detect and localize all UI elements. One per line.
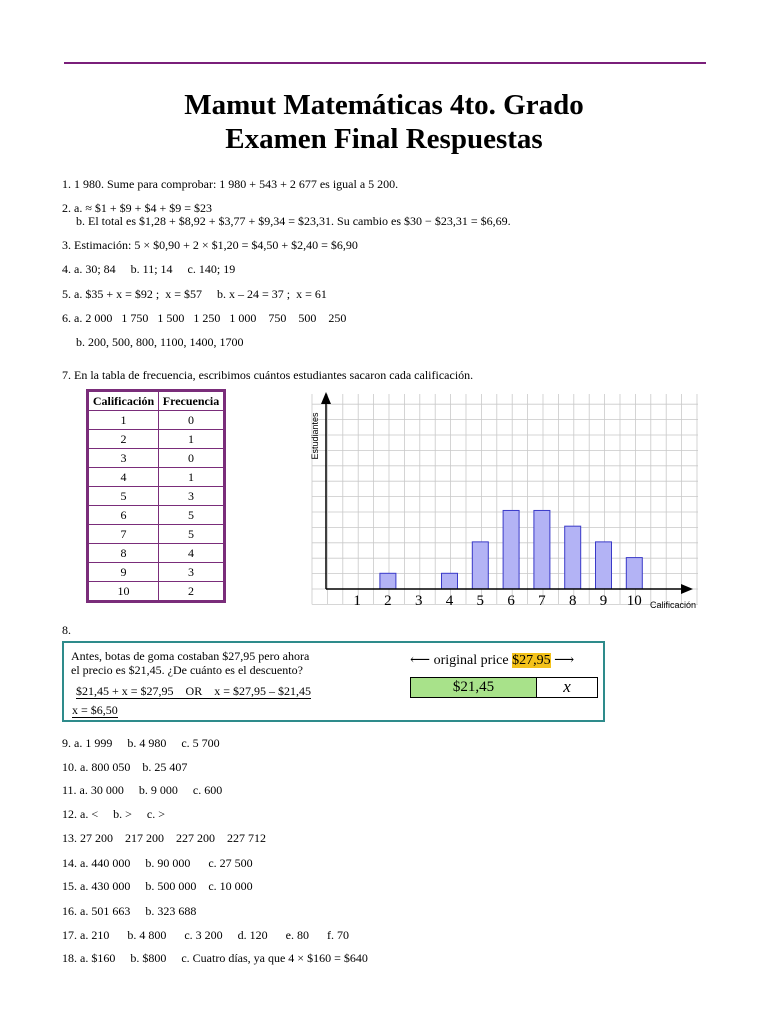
frequency-cell: 5 bbox=[159, 506, 224, 525]
frequency-cell: 2 bbox=[159, 582, 224, 601]
x-tick-label: 2 bbox=[384, 593, 392, 609]
x-tick-label: 10 bbox=[626, 593, 642, 609]
answer-16: 16. a. 501 663 b. 323 688 bbox=[62, 904, 197, 918]
frequency-cell: 1 bbox=[159, 468, 224, 487]
frequency-cell: 1 bbox=[159, 430, 224, 449]
frequency-table bbox=[88, 391, 224, 601]
frequency-cell: 4 bbox=[159, 544, 224, 563]
frequency-cell: 0 bbox=[159, 411, 224, 430]
answer-7: 7. En la tabla de frecuencia, escribimos cuántos estudiantes sacaron cada calificación. bbox=[62, 368, 474, 382]
problem-8-line-2: el precio es $21,45. ¿De cuánto es el descuento? bbox=[71, 663, 303, 677]
bar-grade-9 bbox=[596, 542, 612, 589]
answer-8: 8. bbox=[62, 623, 71, 637]
bar-grade-7 bbox=[534, 510, 550, 589]
orig-arrow: ⟶ bbox=[550, 653, 575, 668]
frequency-cell: 3 bbox=[159, 487, 224, 506]
x-tick-label: 1 bbox=[353, 593, 361, 609]
bar-grade-8 bbox=[565, 526, 581, 589]
grade-cell: 9 bbox=[89, 563, 159, 582]
chart-bars bbox=[380, 510, 642, 589]
x-tick-label: 4 bbox=[445, 593, 454, 609]
table-row bbox=[89, 544, 224, 563]
grade-cell: 3 bbox=[89, 449, 159, 468]
page-title bbox=[0, 88, 768, 156]
answer-1: 1. 1 980. Sume para comprobar: 1 980 + 543 + 2 677 es igual a 5 200. bbox=[62, 177, 399, 191]
title-line-2: Examen Final Respuestas bbox=[225, 123, 543, 155]
x-tick-label: 9 bbox=[599, 593, 608, 609]
answer-13: 13. 27 200 217 200 227 200 227 712 bbox=[62, 831, 266, 845]
answer-2a: 2. a. ≈ $1 + $9 + $4 + $9 = $23 bbox=[62, 201, 212, 215]
problem-8-result: x = $6,50 bbox=[72, 703, 118, 717]
bar-grade-2 bbox=[380, 573, 396, 589]
x-tick-label: 7 bbox=[538, 593, 546, 609]
answer-14: 14. a. 440 000 b. 90 000 c. 27 500 bbox=[62, 856, 253, 870]
problem-8-line-1: Antes, botas de goma costaban $27,95 pero ahora bbox=[71, 649, 310, 663]
grade-cell: 8 bbox=[89, 544, 159, 563]
grade-cell: 1 bbox=[89, 411, 159, 430]
grade-cell: 4 bbox=[89, 468, 159, 487]
original-price-value: $27,95 bbox=[512, 653, 551, 668]
answer-3: 3. Estimación: 5 × $0,90 + 2 × $1,20 = $4,50 + $2,40 = $6,90 bbox=[62, 238, 358, 252]
problem-8-equation: $21,45 + x = $27,95 OR x = $27,95 – $21,45 bbox=[76, 684, 311, 698]
table-row bbox=[89, 449, 224, 468]
bar-chart bbox=[300, 386, 710, 616]
answer-17: 17. a. 210 b. 4 800 c. 3 200 d. 120 e. 80 f. 70 bbox=[62, 928, 349, 942]
known-part: $21,45 bbox=[411, 678, 537, 697]
original-price-label bbox=[410, 652, 574, 669]
x-tick-label: 8 bbox=[568, 593, 577, 609]
answer-4: 4. a. 30; 84 b. 11; 14 c. 140; 19 bbox=[62, 262, 236, 276]
answer-15: 15. a. 430 000 b. 500 000 c. 10 000 bbox=[62, 879, 253, 893]
grade-cell: 2 bbox=[89, 430, 159, 449]
table-row bbox=[89, 563, 224, 582]
grade-cell: 7 bbox=[89, 525, 159, 544]
x-tick-label: 5 bbox=[476, 593, 485, 609]
table-header: Frecuencia bbox=[159, 392, 224, 411]
answer-6a: 6. a. 2 000 1 750 1 500 1 250 1 000 750 500 250 bbox=[62, 311, 347, 325]
grade-cell: 10 bbox=[89, 582, 159, 601]
x-tick-label: 6 bbox=[507, 593, 515, 609]
y-axis-label: Estudiantes bbox=[310, 412, 320, 460]
table-row bbox=[89, 411, 224, 430]
bar-grade-5 bbox=[472, 542, 488, 589]
table-row bbox=[89, 468, 224, 487]
answer-12: 12. a. < b. > c. > bbox=[62, 807, 165, 821]
x-axis-label: Calificación bbox=[650, 600, 697, 610]
bar-grade-10 bbox=[626, 558, 642, 589]
top-rule bbox=[64, 62, 706, 64]
answer-9: 9. a. 1 999 b. 4 980 c. 5 700 bbox=[62, 736, 220, 750]
grade-cell: 6 bbox=[89, 506, 159, 525]
grade-cell: 5 bbox=[89, 487, 159, 506]
frequency-cell: 5 bbox=[159, 525, 224, 544]
table-row bbox=[89, 525, 224, 544]
x-tick-label: 3 bbox=[414, 593, 423, 609]
answer-2b: b. El total es $1,28 + $8,92 + $3,77 + $9,34 = $23,31. Su cambio es $30 − $23,31 = $6,69. bbox=[76, 214, 511, 228]
bar-grade-6 bbox=[503, 510, 519, 589]
table-row bbox=[89, 582, 224, 601]
table-row bbox=[89, 506, 224, 525]
unknown-part: x bbox=[563, 677, 571, 696]
answer-11: 11. a. 30 000 b. 9 000 c. 600 bbox=[62, 783, 223, 797]
answer-5: 5. a. $35 + x = $92 ; x = $57 b. x – 24 = 37 ; x = 61 bbox=[62, 287, 327, 301]
orig-label-text: ⟵ original price bbox=[410, 653, 513, 668]
answer-18: 18. a. $160 b. $800 c. Cuatro días, ya que 4 × $160 = $640 bbox=[62, 951, 368, 965]
title-line-1: Mamut Matemáticas 4to. Grado bbox=[184, 89, 584, 121]
frequency-cell: 0 bbox=[159, 449, 224, 468]
table-row bbox=[89, 487, 224, 506]
table-row bbox=[89, 430, 224, 449]
frequency-cell: 3 bbox=[159, 563, 224, 582]
answer-10: 10. a. 800 050 b. 25 407 bbox=[62, 760, 188, 774]
bar-model bbox=[410, 677, 598, 698]
chart-tick-labels bbox=[353, 593, 641, 609]
table-header: Calificación bbox=[89, 392, 159, 411]
answer-6b: b. 200, 500, 800, 1100, 1400, 1700 bbox=[76, 335, 244, 349]
bar-grade-4 bbox=[442, 573, 458, 589]
